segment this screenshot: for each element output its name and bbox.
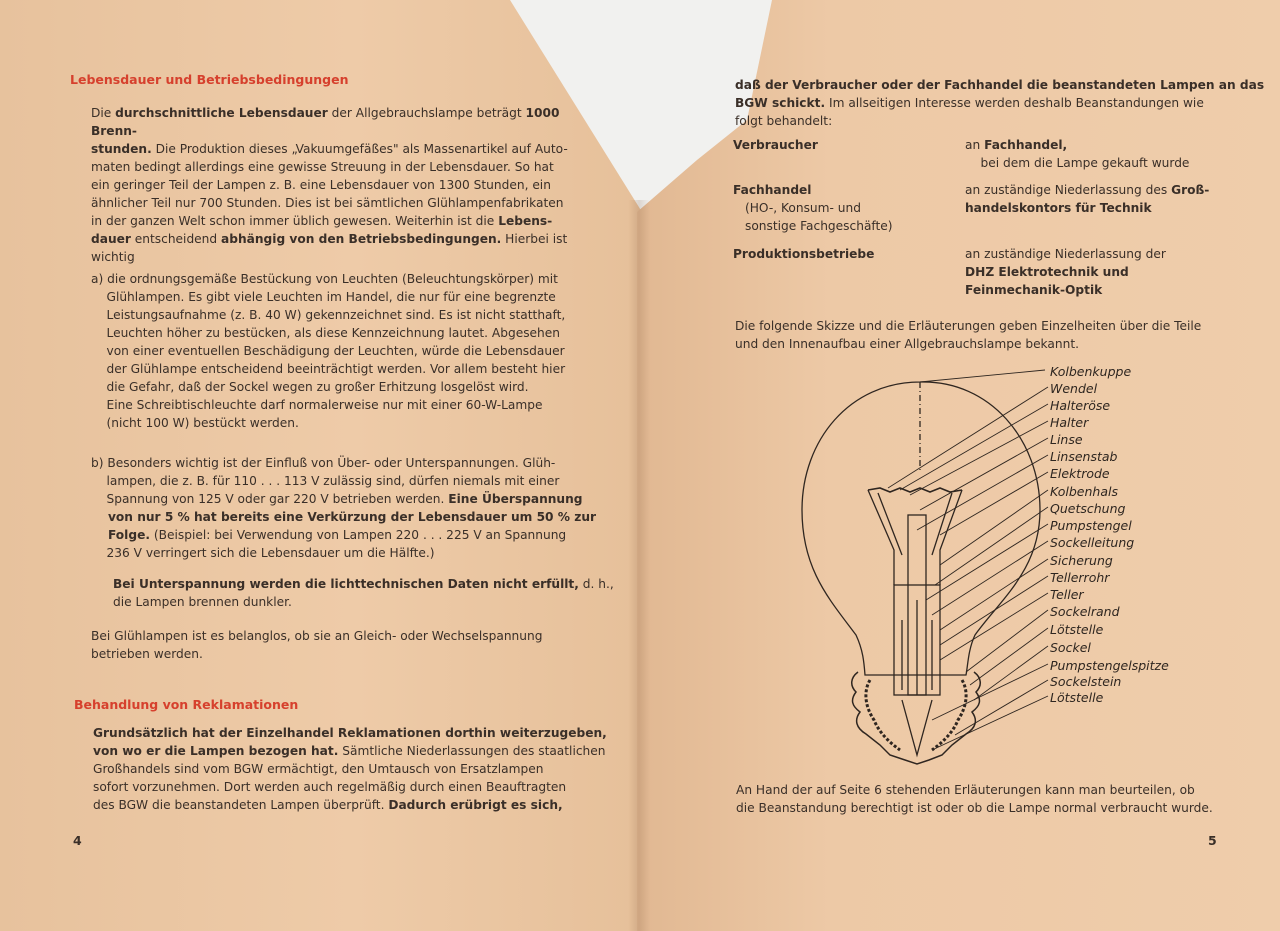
heading-reklamationen: Behandlung von Reklamationen — [74, 697, 299, 712]
label-tellerrohr: Tellerrohr — [1050, 570, 1110, 585]
page-number-left: 4 — [73, 833, 82, 848]
sketch-intro: Die folgende Skizze und die Erläuterungen geben Einzelheiten über die Teile und den Innenaufbau einer Allgebrauchslampe bekannt. — [735, 319, 1202, 351]
closing-paragraph: An Hand der auf Seite 6 stehenden Erläuterungen kann man beurteilen, ob die Beanstandung berechtigt ist oder ob die Lampe normal verbraucht wurde. — [736, 783, 1213, 815]
reklamation-paragraph: Grundsätzlich hat der Einzelhandel Reklamationen dorthin weiterzugeben, von wo er die Lampen bezogen hat. Sämtliche Niederlassungen des staatlichen Großhandels sind vom BGW ermächtigt, den Umtausch von Ersatzlampen sofort vorzunehmen. Dort werden auch regelmäßig durch einen Beauftragten des BGW die beanstandeten Lampen überprüft. Dadurch erübrigt es sich, — [93, 726, 607, 812]
label-sockelleitung: Sockelleitung — [1050, 535, 1135, 550]
bulb-glass-outline — [802, 382, 1040, 675]
label-loetstelle-2: Lötstelle — [1050, 690, 1104, 705]
item-b-paragraph: b) Besonders wichtig ist der Einfluß von Über- oder Unterspannungen. Glüh- lampen, die z. B. für 110 . . . 113 V zulässig sind, dürfen niemals mit einer Spannung von 125 V oder gar 220 V betrieben werden. Eine Überspannung von nur 5 % hat bereits eine Verkürzung der Lebensdauer um 50 % zur Folge. (Beispiel: bei Verwendung von Lampen 220 . . . 225 V an Spannung 236 V verringert sich die Lebensdauer um die Hälfte.) — [91, 456, 597, 560]
label-sockelrand: Sockelrand — [1050, 604, 1120, 619]
label-teller: Teller — [1050, 587, 1084, 602]
intro-paragraph: Die durchschnittliche Lebensdauer der Allgebrauchslampe beträgt 1000 Brenn- stunden. Die Produktion dieses „Vakuumgefäßes" als Massenartikel auf Auto- maten bedingt allerdings eine gewisse Streuung in der Lebensdauer. So hat ein geringer Teil der Lampen z. B. eine Lebensdauer von 1300 Stunden, ein ähnlicher Teil nur 700 Stunden. Dies ist bei sämtlichen Glühlampenfabrikaten in der ganzen Welt schon immer üblich gewesen. Weiterhin ist die Lebens- dauer entscheidend abhängig von den Betriebsbedingungen. Hierbei ist wichtig — [91, 106, 568, 264]
label-elektrode: Elektrode — [1050, 466, 1110, 481]
label-quetschung: Quetschung — [1050, 501, 1126, 516]
label-kolbenkuppe: Kolbenkuppe — [1050, 364, 1132, 379]
label-wendel: Wendel — [1050, 381, 1098, 396]
label-kolbenhals: Kolbenhals — [1050, 484, 1118, 499]
row-dest-produktionsbetriebe: an zuständige Niederlassung der DHZ Elektrotechnik und Feinmechanik-Optik — [965, 247, 1166, 297]
outro-paragraph: Bei Glühlampen ist es belanglos, ob sie an Gleich- oder Wechselspannung betrieben werden. — [91, 629, 543, 661]
label-linse: Linse — [1050, 432, 1083, 447]
label-halteroese: Halteröse — [1050, 398, 1111, 413]
row-label-verbraucher: Verbraucher — [733, 138, 818, 152]
page-number-right: 5 — [1208, 833, 1217, 848]
row-dest-verbraucher: an Fachhandel, bei dem die Lampe gekauft wurde — [965, 138, 1190, 170]
row-sub-fachhandel: (HO-, Konsum- und sonstige Fachgeschäfte) — [745, 201, 893, 233]
row-dest-fachhandel: an zuständige Niederlassung des Groß- handelskontors für Technik — [965, 183, 1210, 215]
row-label-fachhandel: Fachhandel — [733, 183, 812, 197]
row-label-produktionsbetriebe: Produktionsbetriebe — [733, 247, 875, 261]
label-sockel: Sockel — [1050, 640, 1091, 655]
bulb-diagram — [790, 360, 1170, 770]
item-b-unterspannung: Bei Unterspannung werden die lichttechnischen Daten nicht erfüllt, d. h., die Lampen brennen dunkler. — [113, 577, 614, 609]
heading-lebensdauer: Lebensdauer und Betriebsbedingungen — [70, 72, 349, 87]
right-top-paragraph: daß der Verbraucher oder der Fachhandel die beanstandeten Lampen an das BGW schickt. Im allseitigen Interesse werden deshalb Beanstandungen wie folgt behandelt: — [735, 78, 1265, 128]
label-linsenstab: Linsenstab — [1050, 449, 1118, 464]
diagram-labels — [1050, 364, 1169, 705]
label-sicherung: Sicherung — [1050, 553, 1113, 568]
label-pumpstengel: Pumpstengel — [1050, 518, 1132, 533]
book-gutter — [628, 200, 650, 931]
label-loetstelle-1: Lötstelle — [1050, 622, 1104, 637]
label-sockelstein: Sockelstein — [1050, 674, 1122, 689]
label-halter: Halter — [1050, 415, 1089, 430]
filament — [868, 488, 962, 492]
item-a-paragraph: a) die ordnungsgemäße Bestückung von Leuchten (Beleuchtungskörper) mit Glühlampen. Es gibt viele Leuchten im Handel, die nur für eine begrenzte Leistungsaufnahme (z. B. 40 W) gekennzeichnet sind. Es ist nicht statthaft, Leuchten höher zu bestücken, als diese Kennzeichnung lautet. Abgesehen von einer eventuellen Beschädigung der Leuchten, würde die Lebensdauer der Glühlampe entscheidend beeinträchtigt werden. Vor allem besteht hier die Gefahr, daß der Sockel wegen zu großer Erhitzung losgelöst wird. Eine Schreibtischleuchte darf normalerweise nur mit einer 60-W-Lampe (nicht 100 W) bestückt werden. — [91, 272, 566, 430]
label-pumpstengelspitze: Pumpstengelspitze — [1050, 658, 1169, 673]
